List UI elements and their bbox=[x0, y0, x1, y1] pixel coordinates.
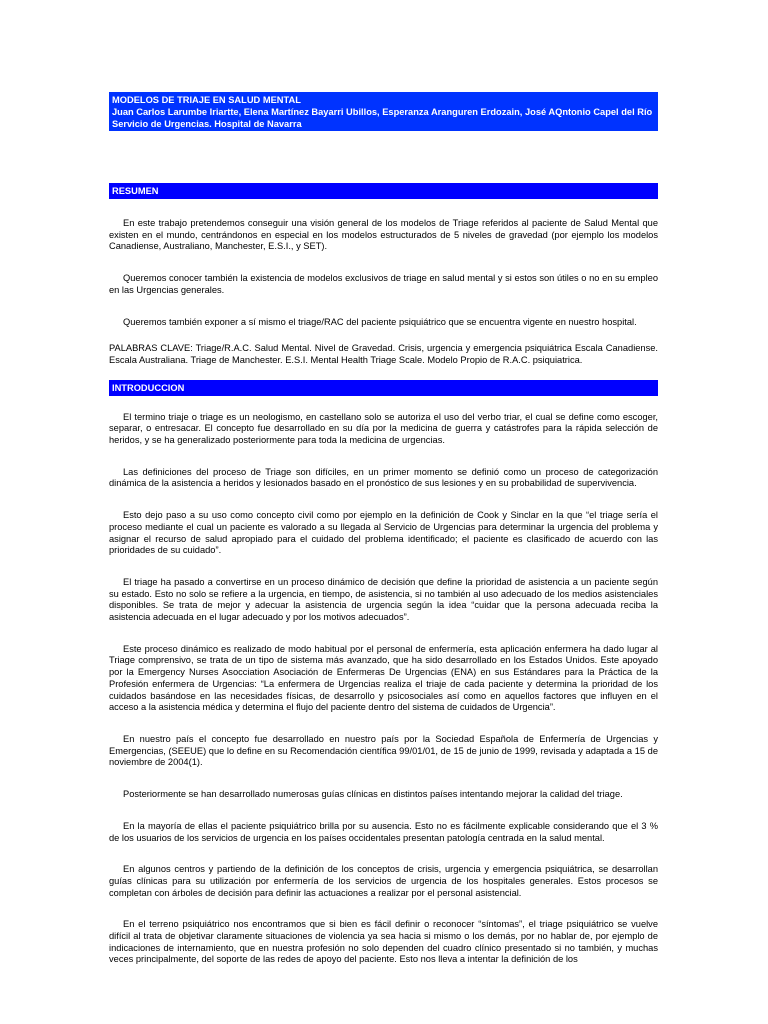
keywords: PALABRAS CLAVE: Triage/R.A.C. Salud Mental. Nivel de Gravedad. Crisis, urgencia y emergencia psiquiátrica Escala Canadiense. Escala Australiana. Triage de Manchester. E.S.I. Mental Health Triage Scale. Modelo Propio de R.A.C. psiquiatrica. bbox=[109, 343, 658, 365]
intro-paragraph-6: En nuestro país el concepto fue desarrollado en nuestro país por la Sociedad Española de Enfermería de Urgencias y Emergencias, (SEEUE) que lo define en su Recomendación científica 99/01/01, de 15 de junio de 1999, revisada y adaptada a 15 de noviembre de 2004(1). bbox=[109, 733, 658, 768]
affiliation: Servicio de Urgencias. Hospital de Navarra bbox=[112, 119, 302, 129]
document-header bbox=[109, 92, 658, 131]
section-heading-resumen: RESUMEN bbox=[109, 183, 658, 199]
intro-paragraph-5: Este proceso dinámico es realizado de modo habitual por el personal de enfermería, esta aplicación enfermera ha dado lugar al Triage comprensivo, se trata de un tipo de sistema más avanzado, que ha sido desarrollado en los Estados Unidos. Este apoyado por la Emergency Nurses Asocciation Asociación de Enfermeras De Urgencias (ENA) en sus Estándares para la Práctica de la Profesión enfermera de Urgencias: “La enfermera de Urgencias realiza el triaje de cada paciente y determina la prioridad de los cuidados basándose en las necesidades físicas, de desarrollo y psicosociales así como en aquellos factores que influyen en el acceso a la asistencia médica y determina el flujo del paciente dentro del sistema de cuidados de Urgencia”. bbox=[109, 643, 658, 713]
intro-paragraph-1: El termino triaje o triage es un neologismo, en castellano solo se autoriza el uso del verbo triar, el cual se define como escoger, separar, o entresacar. El concepto fue desarrollado en su día por la medicina de guerra y catástrofes para la rápida selección de heridos, y se ha generalizado posteriormente para toda la medicina de urgencias. bbox=[109, 411, 658, 446]
intro-paragraph-9: En algunos centros y partiendo de la definición de los conceptos de crisis, urgencia y emergencia psiquiátrica, se desarrollan guías clínicas para su utilización por enfermería de los servicios de urgencia de los hospitales generales. Estos procesos se completan con árboles de decisión para definir las actuaciones a realizar por el personal asistencial. bbox=[109, 864, 658, 898]
intro-paragraph-2: Las definiciones del proceso de Triage son difíciles, en un primer momento se definió como un proceso de categorización dinámica de la asistencia a heridos y lesionados basado en el pronóstico de sus lesiones y en su probabilidad de supervivencia. bbox=[109, 466, 658, 489]
intro-paragraph-3: Esto dejo paso a su uso como concepto civil como por ejemplo en la definición de Cook y Sinclar en la que “el triage sería el proceso mediante el cual un paciente es valorado a su llegada al Servicio de Urgencias para determinar la urgencia del problema y asignar el recurso de salud apropiado para el cuidado del problema identificado; el paciente es clasificado de acuerdo con las prioridades de su cuidado”. bbox=[109, 510, 658, 556]
section-heading-introduccion: INTRODUCCION bbox=[109, 380, 658, 396]
intro-paragraph-8: En la mayoría de ellas el paciente psiquiátrico brilla por su ausencia. Esto no es fácilmente explicable considerando que el 3 % de los usuarios de los servicios de urgencia en los países occidentales presentan patología centrada en la salud mental. bbox=[109, 820, 658, 843]
authors: Juan Carlos Larumbe Iriartte, Elena Martínez Bayarri Ubillos, Esperanza Aranguren Erdozain, José AQntonio Capel del Río bbox=[112, 107, 653, 117]
resumen-paragraph-2: Queremos conocer también la existencia de modelos exclusivos de triage en salud mental y si estos son útiles o no en su empleo en las Urgencias generales. bbox=[109, 273, 658, 295]
intro-paragraph-10: En el terreno psiquiátrico nos encontramos que si bien es fácil definir o reconocer “síntomas”, el triage psiquiátrico se vuelve difícil al trata de objetivar claramente situaciones de violencia ya sea hacia si mismo o los demás, por no hablar de, por ejemplo de indicaciones de internamiento, que en nuestra profesión no solo dependen del cuadro clínico presentado si no también, y muchas veces principalmente, del soporte de las redes de apoyo del paciente. Esto nos lleva a intentar la definición de los bbox=[109, 919, 658, 965]
resumen-paragraph-1: En este trabajo pretendemos conseguir una visión general de los modelos de Triage referidos al paciente de Salud Mental que existen en el mundo, centrándonos en especial en los modelos estructurados de 5 niveles de gravedad (por ejemplo los modelos Canadiense, Australiano, Manchester, E.S.I., y SET). bbox=[109, 218, 658, 252]
intro-paragraph-7: Posteriormente se han desarrollado numerosas guías clínicas en distintos países intentando mejorar la calidad del triage. bbox=[123, 789, 623, 800]
intro-paragraph-4: El triage ha pasado a convertirse en un proceso dinámico de decisión que define la prioridad de asistencia a un paciente según su estado. Esto no solo se refiere a la urgencia, en tiempo, de asistencia, si no también al uso adecuado de los medios asistenciales disponibles. Se trata de mejor y adecuar la asistencia de urgencia según la idea “cuidar que la persona adecuada reciba la asistencia adecuada en el lugar adecuado y por los motivos adecuados”. bbox=[109, 576, 658, 623]
resumen-paragraph-3: Queremos también exponer a sí mismo el triage/RAC del paciente psiquiátrico que se encuentra vigente en nuestro hospital. bbox=[123, 316, 637, 327]
document-title: MODELOS DE TRIAJE EN SALUD MENTAL bbox=[112, 95, 301, 105]
document-page bbox=[109, 92, 658, 966]
